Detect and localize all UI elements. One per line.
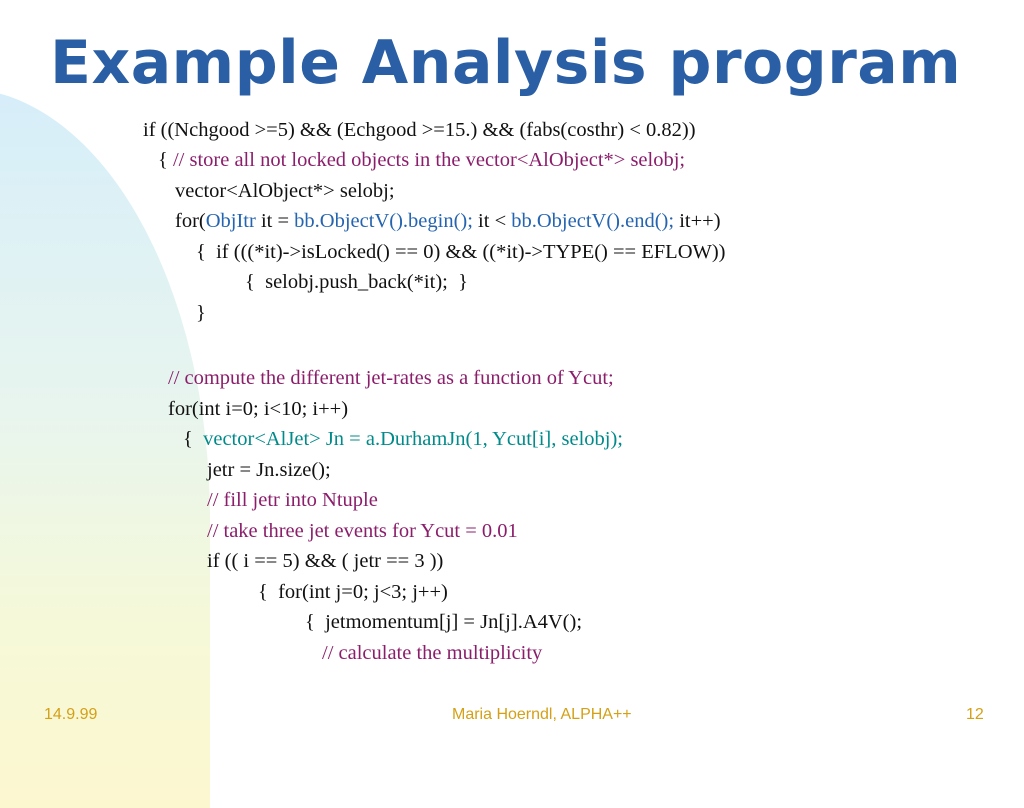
code-text: { (183, 428, 204, 450)
code-text: if (( i == 5) && ( jetr == 3 )) (207, 550, 444, 572)
code-text: for(int i=0; i<10; i++) (168, 398, 349, 420)
code-comment: // compute the different jet-rates as a function of Ycut; (168, 367, 614, 389)
code-type: ObjItr (205, 210, 256, 232)
slide-number: 12 (966, 706, 984, 723)
code-line (207, 518, 518, 544)
footer-author: Maria Hoerndl, ALPHA++ (452, 706, 632, 723)
code-text: vector<AlObject*> selobj; (175, 180, 395, 202)
code-call: bb.ObjectV().begin(); (294, 210, 473, 232)
code-line (196, 300, 206, 326)
code-comment: // store all not locked objects in the vector<AlObject*> selobj; (172, 149, 686, 171)
code-text: it < (472, 210, 512, 232)
code-text: { (158, 149, 173, 171)
code-line (322, 640, 542, 666)
code-text: jetr = Jn.size(); (207, 459, 331, 481)
code-line (143, 117, 696, 143)
code-comment: // calculate the multiplicity (322, 642, 543, 664)
code-line (168, 396, 348, 422)
code-text: it++) (674, 210, 721, 232)
code-text: for( (175, 210, 206, 232)
code-text: } (196, 302, 206, 324)
code-line (305, 609, 582, 635)
code-text: if ((Nchgood >=5) && (Echgood >=15.) && (fabs(costhr) < 0.82)) (143, 119, 696, 141)
footer-date: 14.9.99 (44, 706, 98, 723)
code-line (207, 457, 331, 483)
code-text: it = (255, 210, 295, 232)
code-line (175, 208, 721, 234)
code-line (175, 178, 395, 204)
code-text: { jetmomentum[j] = Jn[j].A4V(); (305, 611, 583, 633)
code-text: { if (((*it)->isLocked() == 0) && ((*it)->TYPE() == EFLOW)) (196, 241, 726, 263)
code-comment: // fill jetr into Ntuple (207, 489, 378, 511)
code-line (168, 365, 614, 391)
code-line (207, 487, 378, 513)
slide-title: Example Analysis program (50, 28, 962, 98)
code-line (196, 239, 726, 265)
code-line (183, 426, 623, 452)
code-line (245, 269, 468, 295)
code-line (207, 548, 443, 574)
code-line (258, 579, 448, 605)
code-comment: // take three jet events for Ycut = 0.01 (207, 520, 518, 542)
code-line (158, 147, 685, 173)
code-text: { selobj.push_back(*it); } (245, 271, 468, 293)
code-highlight: vector<AlJet> Jn = a.DurhamJn(1, Ycut[i], selobj); (203, 428, 624, 450)
code-text: { for(int j=0; j<3; j++) (258, 581, 448, 603)
code-call: bb.ObjectV().end(); (511, 210, 675, 232)
